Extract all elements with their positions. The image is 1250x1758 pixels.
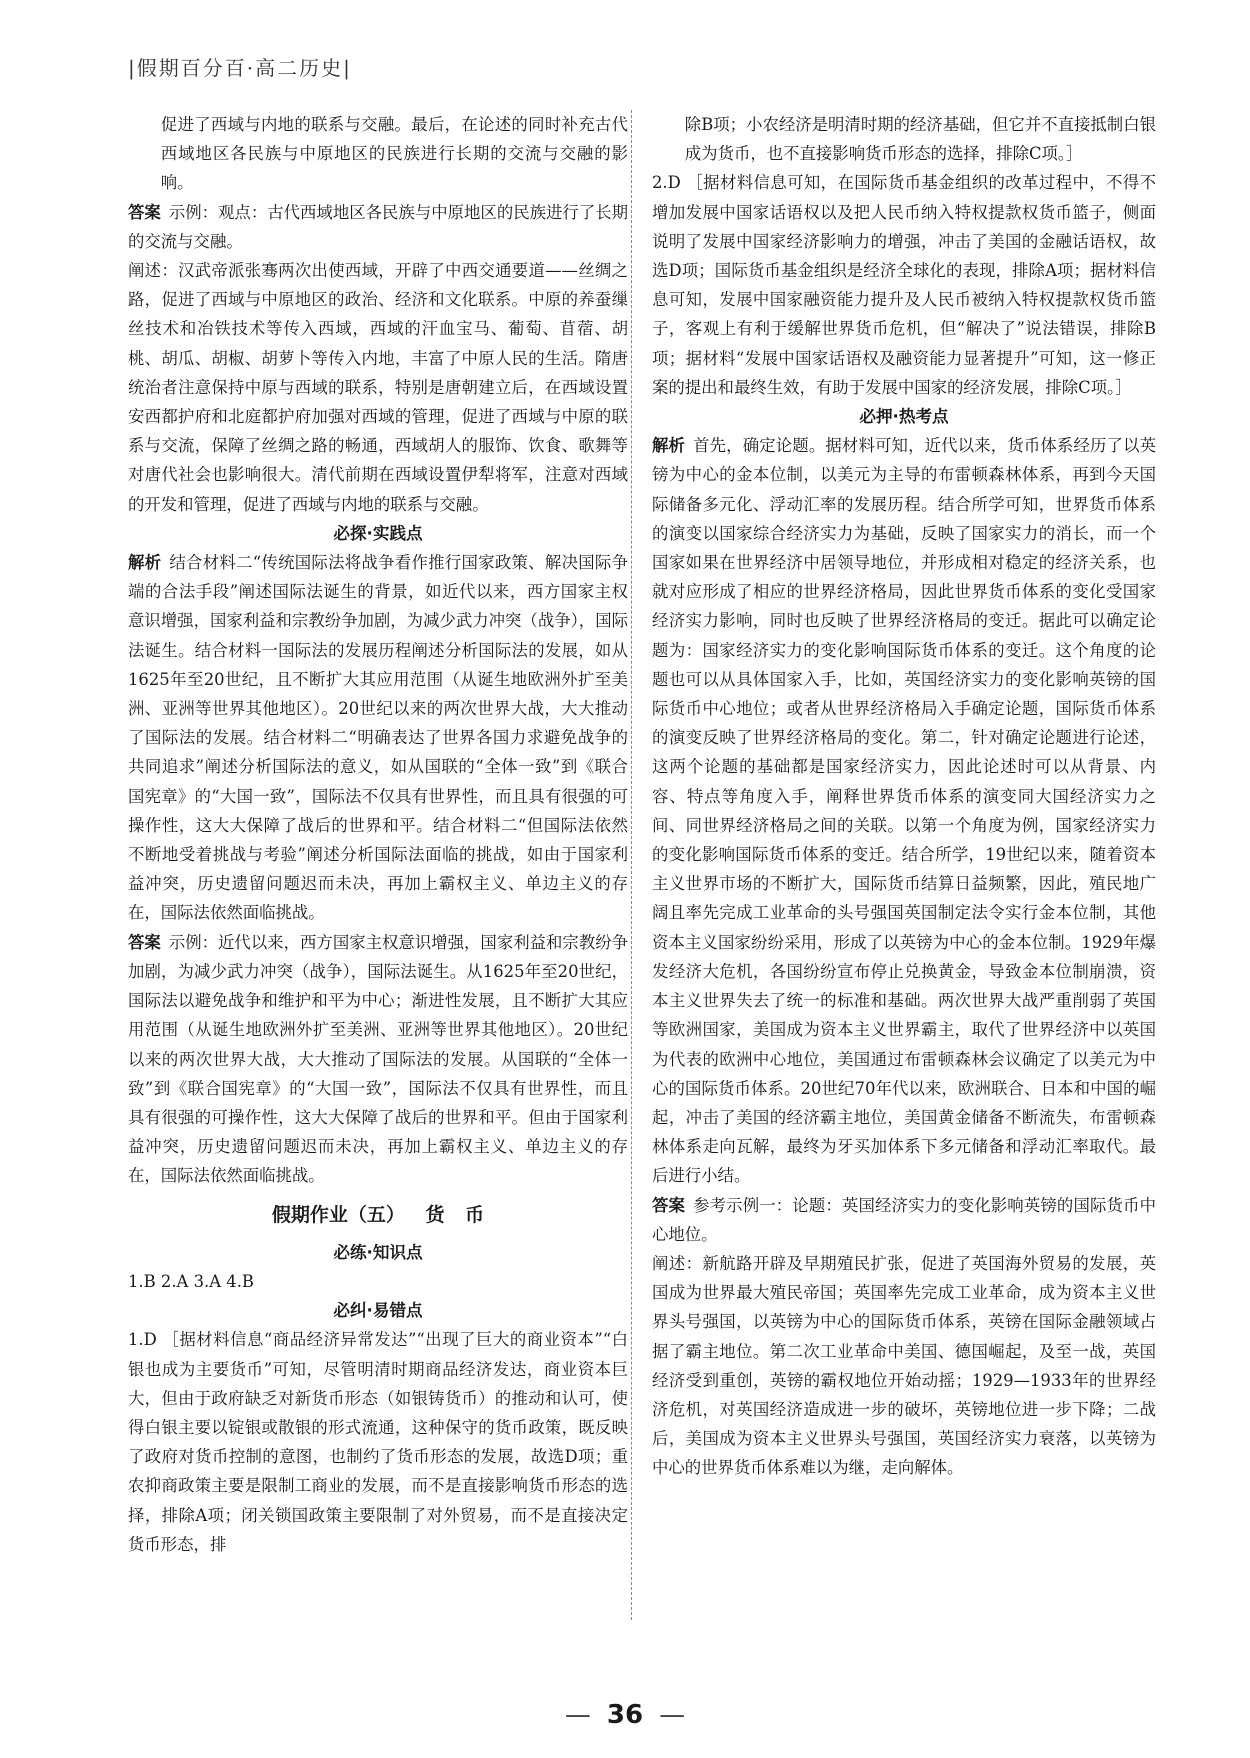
left-column <box>128 110 628 1559</box>
answer-block <box>128 928 628 1191</box>
answer-detail: 阐述：汉武帝派张骞两次出使西域，开辟了中西交通要道——丝绸之路，促进了西域与中原地区的政治、经济和文化联系。中原的养蚕缫丝技术和冶铁技术等传入西域，西域的汗血宝马、葡萄、苜蓿、胡桃、胡瓜、胡椒、胡萝卜等传入内地，丰富了中原人民的生活。隋唐统治者注意保持中原与西域的联系，特别是唐朝建立后，在西域设置安西都护府和北庭都护府加强对西域的管理，促进了西域与中原的联系与交流，保障了丝绸之路的畅通，西域胡人的服饰、饮食、歌舞等对唐代社会也影响很大。清代前期在西域设置伊犁将军，注意对西域的开发和管理，促进了西域与内地的联系与交融。 <box>128 261 628 514</box>
answer-label: 答案 <box>652 1195 686 1215</box>
heading-knowledge: 必练·知识点 <box>333 1242 423 1262</box>
page-footer <box>0 1700 1250 1730</box>
paragraph: 促进了西域与内地的联系与交融。最后，在论述的同时补充古代西域地区各民族与中原地区的民族进行长期的交流与交融的影响。 <box>160 115 628 193</box>
question-1-explanation: 1.D ［据材料信息“商品经济异常发达”“出现了巨大的商业资本”“白银也成为主要货币”可知，尽管明清时期商品经济发达，商业资本巨大，但由于政府缺乏对新货币形态（如银铸货币）的推动和认可，使得白银主要以锭银或散银的形式流通，这种保守的货币政策，既反映了政府对货币控制的意图，也制约了货币形态的发展，故选D项；重农抑商政策主要是限制工商业的发展，而不是直接影响货币形态的选择，排除A项；闭关锁国政策主要限制了对外贸易，而不是直接决定货币形态，排 <box>128 1330 628 1554</box>
question-2-explanation: 2.D ［据材料信息可知，在国际货币基金组织的改革过程中，不得不增加发展中国家话语权以及把人民币纳入特权提款权货币篮子，侧面说明了发展中国家经济影响力的增强，冲击了美国的金融话语权，故选D项；国际货币基金组织是经济全球化的表现，排除A项；据材料信息可知，发展中国家融资能力提升及人民币被纳入特权提款权货币篮子，客观上有利于缓解世界货币危机，但“解决了”说法错误，排除B项；据材料“发展中国家话语权及融资能力显著提升”可知，这一修正案的提出和最终生效，有助于发展中国家的经济发展，排除C项。］ <box>652 173 1156 397</box>
right-column <box>652 110 1156 1483</box>
heading-practice: 必探·实践点 <box>333 523 423 543</box>
answer-block <box>652 1191 1156 1249</box>
question-1-continued: 除B项；小农经济是明清时期的经济基础，但它并不直接抵制白银成为货币，也不直接影响货币形态的选择，排除C项。］ <box>684 115 1156 164</box>
section-title: 假期作业（五） 货 币 <box>271 1203 485 1226</box>
answer-detail: 阐述：新航路开辟及早期殖民扩张，促进了英国海外贸易的发展，英国成为世界最大殖民帝国；英国率先完成工业革命，成为资本主义世界头号强国，以英镑为中心的国际货币体系，英镑在国际金融领域占据了霸主地位。第二次工业革命中美国、德国崛起，及至一战，英国经济受到重创，英镑的霸权地位开始动摇；1929—1933年的世界经济危机，对英国经济造成进一步的破坏，英镑地位进一步下降；二战后，美国成为资本主义世界头号强国，英国经济实力衰落，以英镑为中心的世界货币体系难以为继，走向解体。 <box>652 1253 1156 1478</box>
analysis-text: 首先，确定论题。据材料可知，近代以来，货币体系经历了以英镑为中心的金本位制，以美元为主导的布雷顿森林体系，再到今天国际储备多元化、浮动汇率的发展历程。结合所学可知，世界货币体系的演变以国家综合经济实力为基础，反映了国家实力的消长，而一个国家如果在世界经济中居领导地位，并形成相对稳定的经济关系，也就对应形成了相应的世界经济格局，因此世界货币体系的变化受国家经济实力影响，同时也反映了世界经济格局的变迁。据此可以确定论题为：国家经济实力的变化影响国际货币体系的变迁。这个角度的论题也可以从具体国家入手，比如，英国经济实力的变化影响英镑的国际货币中心地位；或者从世界经济格局入手确定论题，国际货币体系的演变反映了世界经济格局的变化。第二，针对确定论题进行论述，这两个论题的基础都是国家经济实力，因此论述时可以从背景、内容、特点等角度入手，阐释世界货币体系的演变同大国经济实力之间、同世界经济格局之间的关联。以第一个角度为例，国家经济实力的变化影响国际货币体系的变迁。结合所学，19世纪以来，随着资本主义世界市场的不断扩大，国际货币结算日益频繁，因此，殖民地广阔且率先完成工业革命的头号强国英国制定法令实行金本位制，其他资本主义国家纷纷采用，形成了以英镑为中心的金本位制。1929年爆发经济大危机，各国纷纷宣布停止兑换黄金，导致金本位制崩溃，资本主义世界失去了统一的标准和基础。两次世界大战严重削弱了英国等欧洲国家，美国成为资本主义世界霸主，取代了世界经济中以英国为代表的欧洲中心地位，美国通过布雷顿森林会议确定了以美元为中心的国际货币体系。20世纪70年代以来，欧洲联合、日本和中国的崛起，冲击了美国的经济霸主地位，美国黄金储备不断流失，布雷顿森林体系走向瓦解，最终为牙买加体系下多元储备和浮动汇率取代。最后进行小结。 <box>652 436 1156 1186</box>
footer-dash-right: — <box>659 1700 686 1730</box>
analysis-text: 结合材料二“传统国际法将战争看作推行国家政策、解决国际争端的合法手段”阐述国际法诞生的背景，如近代以来，西方国家主权意识增强，国家利益和宗教纷争加剧，为减少武力冲突（战争），国际法诞生。结合材料一国际法的发展历程阐述分析国际法的发展，如从1625年至20世纪，且不断扩大其应用范围（从诞生地欧洲外扩至美洲、亚洲等世界其他地区）。20世纪以来的两次世界大战，大大推动了国际法的发展。结合材料二“明确表达了世界各国力求避免战争的共同追求”阐述分析国际法的意义，如从国联的“全体一致”到《联合国宪章》的“大国一致”，国际法不仅具有世界性，而且具有很强的可操作性，这大大保障了战后的世界和平。结合材料二“但国际法依然不断地受着挑战与考验”阐述分析国际法面临的挑战，如由于国家利益冲突，历史遗留问题迟而未决，再加上霸权主义、单边主义的存在，国际法依然面临挑战。 <box>128 553 628 923</box>
running-header: |假期百分百·高二历史| <box>128 56 352 80</box>
answer-block <box>128 198 628 256</box>
analysis-label: 解析 <box>128 553 162 573</box>
analysis-label: 解析 <box>652 436 686 456</box>
heading-errors: 必纠·易错点 <box>333 1301 423 1321</box>
heading-hot: 必押·热考点 <box>859 407 949 427</box>
footer-dash-left: — <box>564 1700 591 1730</box>
answers-line: 1.B 2.A 3.A 4.B <box>128 1271 254 1291</box>
page-number: 36 <box>606 1700 644 1730</box>
answer-text: 参考示例一：论题：英国经济实力的变化影响英镑的国际货币中心地位。 <box>652 1195 1156 1244</box>
analysis-block <box>128 548 628 928</box>
analysis-block <box>652 431 1156 1190</box>
column-divider <box>631 110 632 1620</box>
answer-label: 答案 <box>128 932 161 952</box>
answer-text: 示例：近代以来，西方国家主权意识增强，国家利益和宗教纷争加剧，为减少武力冲突（战争），国际法诞生。从1625年至20世纪，国际法以避免战争和维护和平为中心；渐进性发展，且不断扩大其应用范围（从诞生地欧洲外扩至美洲、亚洲等世界其他地区）。20世纪以来的两次世界大战，大大推动了国际法的发展。从国联的“全体一致”到《联合国宪章》的“大国一致”，国际法不仅具有世界性，而且具有很强的可操作性，这大大保障了战后的世界和平。但由于国家利益冲突，历史遗留问题迟而未决，再加上霸权主义、单边主义的存在，国际法依然面临挑战。 <box>128 932 629 1186</box>
answer-text: 示例：观点：古代西域地区各民族与中原地区的民族进行了长期的交流与交融。 <box>128 202 629 251</box>
answer-label: 答案 <box>128 202 161 222</box>
